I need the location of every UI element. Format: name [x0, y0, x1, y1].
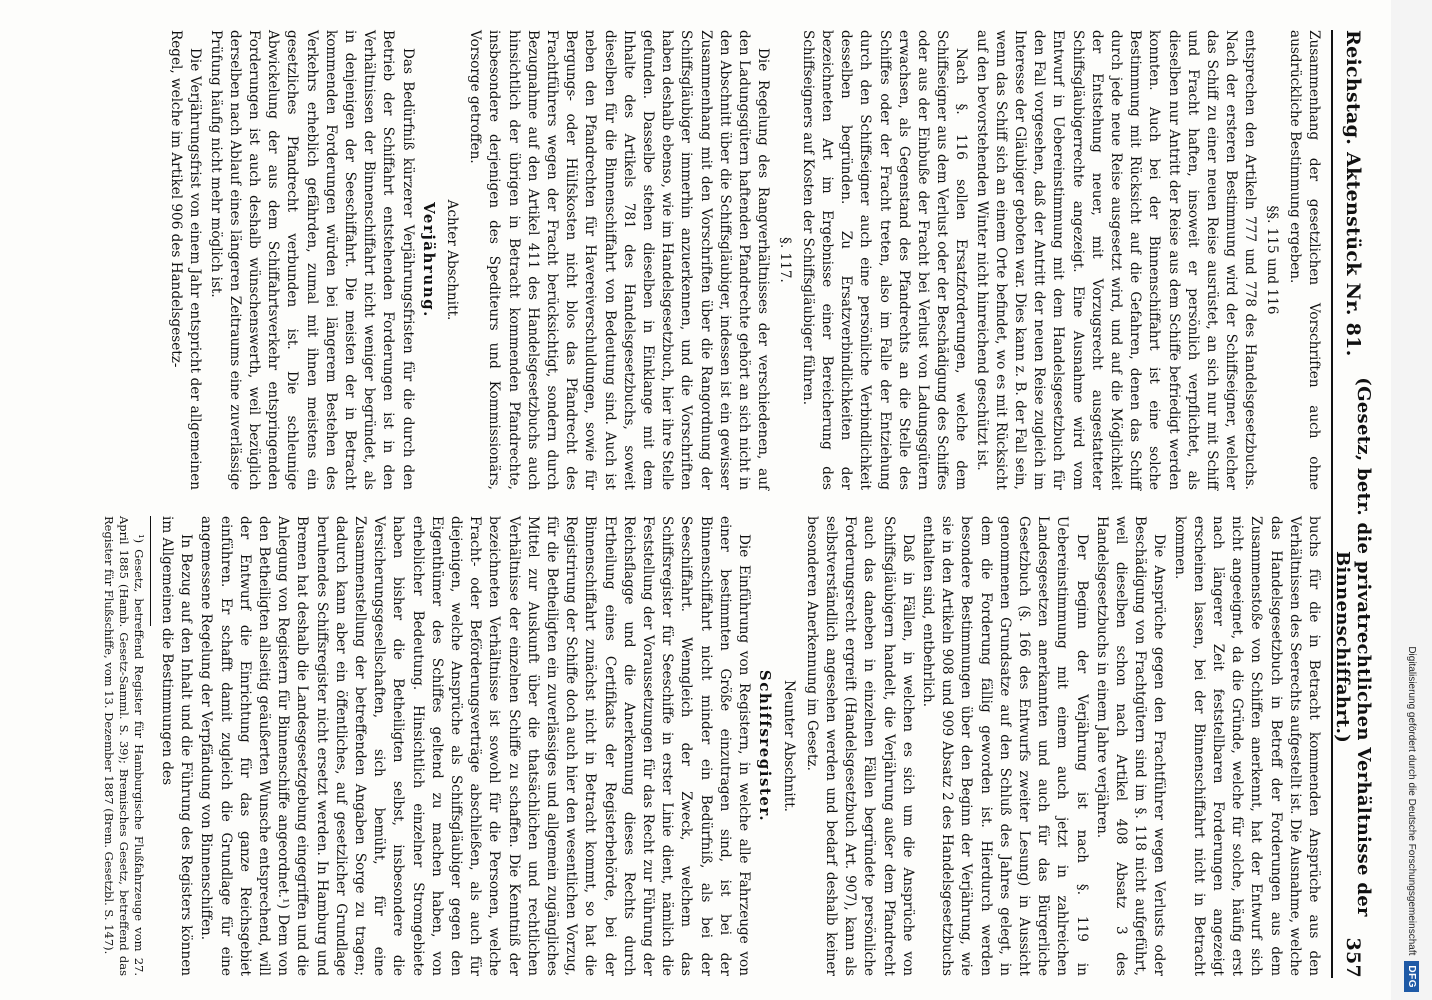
- footnote-rule: [150, 516, 151, 626]
- paragraph: In Bezug auf den Inhalt und die Führung des Registers können im Allgemeinen die Bestimmungen des: [159, 516, 195, 976]
- paragraph: Die Ansprüche gegen den Frachtführer wegen Verlusts oder Beschädigung von Frachtgütern sind im §. 118 nicht aufgeführt, weil dieselben schon nach Artikel 408 Absatz 3 des Handelsgesetzbuchs in einem Jahre verjähren.: [1093, 516, 1168, 976]
- footnote: ¹) Gesetz, betreffend Register für Hamburgische Flußfahrzeuge vom 27. April 1885 (Hamb. Gesetz-Samml. S. 39); Bremisches Gesetz, betreffend das Register für Flußschiffe, vom 13. Dezember 1887 (Brem. Gesetzbl. S. 147).: [101, 516, 146, 976]
- rotated-document-page: [35, 0, 1385, 1000]
- paragraph: entsprechen den Artikeln 777 und 778 des Handelsgesetzbuchs. Nach der ersteren Bestimmung wird der Schiffseigner, welcher das Schiff zu einer neuen Reise ausrüstet, an sich nur mit Schiff und Fracht haften, insoweit er persönlich verpflichtet, als dieselben nur Antritt der Reise aus dem Schiffe befriedigt werden konnten. Auch bei der Binnenschiffahrt ist eine solche Bestimmung mit Rücksicht auf die Gefahren, denen das Schiff durch jede neue Reise ausgesetzt wird, und auf die Möglichkeit der Entstehung neuer, mit Vorzugsrecht ausgestatteter Schiffsgläubigerrechte angezeigt. Eine Ausnahme wird vom Entwurf in Uebereinstimmung mit dem Handelsgesetzbuch für den Fall vorgesehen, daß der Antritt der neuen Reise zugleich im Interesse der Gläubiger geboten war. Dies kann z. B. der Fall sein, wenn das Schiff sich an einem Orte befindet, wo es mit Rücksicht auf den bevorstehenden Winter nicht hinreichend geschützt ist.: [973, 30, 1259, 490]
- paragraph: Daß in Fällen, in welchen es sich um die Ansprüche von Schiffsgläubigern handelt, die Verjährung außer dem Pfandrecht auch das daneben in einzelnen Fällen begründete persönliche Forderungsrecht ergreift (Handelsgesetzbuch Art. 907), kann als selbstverständlich angesehen werden und bedarf deshalb keiner besonderen Anerkennung im Gesetz.: [803, 516, 916, 976]
- credit-text: Digitalisierung gefördert durch die Deutsche Forschungsgemeinschaft: [1406, 646, 1418, 956]
- paragraph: Das Bedürfniß kürzerer Verjährungsfristen für die durch den Betrieb der Schiffahrt entstehenden Forderungen ist in den Verhältnissen der Binnenschiffahrt nicht weniger begründet, als in denjenigen der Seeschiffahrt. Die meisten der in Betracht kommenden Forderungen würden bei längerem Bestehen des Verkehrs erheblich gefährden, zumal mit ihnen meistens ein gesetzliches Pfandrecht verbunden ist. Die schleunige Abwickelung der aus dem Schiffahrtsverkehr entspringenden Forderungen ist auch deshalb wünschenswerth, weil bezüglich derselben nach Ablauf eines längeren Zeitraums eine zuverlässige Prüfung häufig nicht mehr möglich ist.: [207, 30, 416, 490]
- paragraph: Die Einführung von Registern, in welche alle Fahrzeuge von einer bestimmten Größe einzutragen sind, ist bei der Binnenschiffahrt nicht minder ein Bedürfniß, als bei der Seeschiffahrt. Wenngleich der Zweck, welchem das Schiffsregister für Seeschiffe in erster Linie dient, nämlich die Feststellung der Voraussetzungen für das Recht zur Führung der Reichsflagge und die Anerkennung dieses Rechts durch Ertheilung eines Certifikats der Registerbehörde, bei der Binnenschiffahrt zunächst nicht in Betracht kommt, so hat die Registrirung der Schiffe doch auch hier den wesentlichen Vorzug, für die Betheiligten ein zuverlässiges und allgemein zugängliches Mittel zur Auskunft über die thatsächlichen und rechtlichen Verhältnisse der einzelnen Schiffe zu schaffen. Die Kenntniß der bezeichneten Verhältnisse ist sowohl für die Personen, welche Fracht- oder Beförderungsverträge abschließen, als auch für diejenigen, welche Ansprüche als Schiffsgläubiger gegen den Eigenthümer des Schiffes geltend zu machen haben, von erheblicher Bedeutung. Hinsichtlich einzelner Stromgebiete haben bisher die Betheiligten selbst, insbesondere die Versicherungsgesellschaften, sich bemüht, für eine Zusammenstellung der betreffenden Angaben Sorge zu tragen; dadurch kann aber ein öffentliches, auf gesetzlicher Grundlage beruhendes Schiffsregister nicht ersetzt werden. In Hamburg und Bremen hat deshalb die Landesgesetzgebung eingegriffen und die Anlegung von Registern für Binnenschiffe angeordnet.¹) Dem von den Betheiligten allseitig geäußerten Wunsche entsprechend, will der Entwurf die Einrichtung für das ganze Reichsgebiet einführen. Er schafft damit zugleich die Grundlage für eine angemessene Regelung der Verpfändung von Binnenschiffen.: [198, 516, 753, 976]
- chapter-label: Achter Abschnitt.: [444, 199, 461, 321]
- digitization-credit-strip: [1391, 0, 1432, 1000]
- page-number: 357: [1342, 937, 1364, 978]
- dfg-logo: DFG: [1405, 961, 1420, 992]
- section-heading: §§. 115 und 116: [1263, 205, 1280, 315]
- digitization-credit: [1397, 8, 1427, 992]
- header-left: Reichstag. Aktenstück Nr. 81.: [1342, 30, 1364, 357]
- section-heading: §. 117.: [776, 237, 793, 283]
- paragraph: Die Verjährungsfrist von einem Jahr entspricht der allgemeinen Regel, welche im Artikel 906 des Handelsgesetz-: [168, 30, 204, 490]
- chapter-label: Neunter Abschnitt.: [780, 680, 797, 812]
- text-columns: [100, 30, 1323, 978]
- chapter-title: Schiffsregister.: [756, 669, 775, 823]
- left-column: [100, 30, 1323, 490]
- paragraph: Zusammenhang der gesetzlichen Vorschriften auch ohne ausdrückliche Bestimmung ergeben.: [1286, 30, 1322, 490]
- paragraph: Die Regelung des Rangverhältnisses der verschiedenen, auf den Ladungsgütern haftenden Pfandrechte gehört an sich nicht in den Abschnitt über die Schiffsgläubiger, indessen ist ein gewisser Zusammenhang mit den Vorschriften über die Rangordnung der Schiffsgläubiger immerhin anzuerkennen, und die Vorschriften haben deshalb ebenso, wie im Handelsgesetzbuch, hier ihre Stelle gefunden. Dasselbe stehen dieselben in Einklange mit dem Inhalte des Artikels 781 des Handelsgesetzbuchs, soweit dieselben für die Binnenschiffahrt von Bedeutung sind. Auch ist neben den Pfandrechten für Havereiverschuldungen, sowie für Bergungs- oder Hülfskosten nicht blos das Pfandrecht des Frachtführers wegen der Fracht berücksichtigt, sondern durch Bezugnahme auf den Artikel 411 des Handelsgesetzbuchs auch hinsichtlich der übrigen in Betracht kommenden Pfandrechte, insbesondere derjenigen des Spediteurs und Kommissionärs, Vorsorge getroffen.: [467, 30, 772, 490]
- paragraph: Nach §. 116 sollen Ersatzforderungen, welche dem Schiffseigner aus dem Verlust oder der Beschädigung des Schiffes oder aus der Einbuße der Fracht bei Verlust von Ladungsgütern erwachsen, als Gegenstand des Pfandrechts an die Stelle des Schiffes oder der Fracht treten, also im Falle der Entziehung durch den Schiffseigner auch eine persönliche Verbindlichkeit desselben begründen. Zu Ersatzverbindlichkeiten der bezeichneten Art im Ergebnisse einer Bereicherung des Schiffseigners auf Kosten der Schiffsgläubiger führen.: [799, 30, 970, 490]
- paragraph: Der Beginn der Verjährung ist nach §. 119 in Uebereinstimmung mit einem auch jetzt in zahlreichen Landesgesetzen anerkannten und auch für das Bürgerliche Gesetzbuch (§. 166 des Entwurfs zweiter Lesung) in Aussicht genommenen Grundsatze auf den Schluß des Jahres gelegt, in dem die Forderung fällig geworden ist. Hierdurch werden besondere Bestimmungen über den Beginn der Verjährung, wie sie in den Artikeln 908 und 909 Absatz 2 des Handelsgesetzbuchs enthalten sind, entbehrlich.: [919, 516, 1090, 976]
- chapter-title: Verjährung.: [419, 202, 438, 318]
- paragraph: buchs für die in Betracht kommenden Ansprüche aus den Verhältnissen des Seerechts aufgestellt ist. Die Ausnahme, welche das Handelsgesetzbuch in Betreff der Forderungen aus dem Zusammenstoße von Schiffen anerkennt, hat der Entwurf sich nicht angeeignet, da die Gründe, welche für solche, häufig erst nach längerer Zeit feststellbaren Forderungen angezeigt erscheinen lassen, bei der Binnenschiffahrt nicht in Betracht kommen.: [1171, 516, 1322, 976]
- right-column: [100, 516, 1323, 976]
- header-title: (Gesetz, betr. die privatrechtlichen Verhältnisse der Binnenschiffahrt.): [1332, 377, 1374, 917]
- page-header: [1331, 30, 1373, 978]
